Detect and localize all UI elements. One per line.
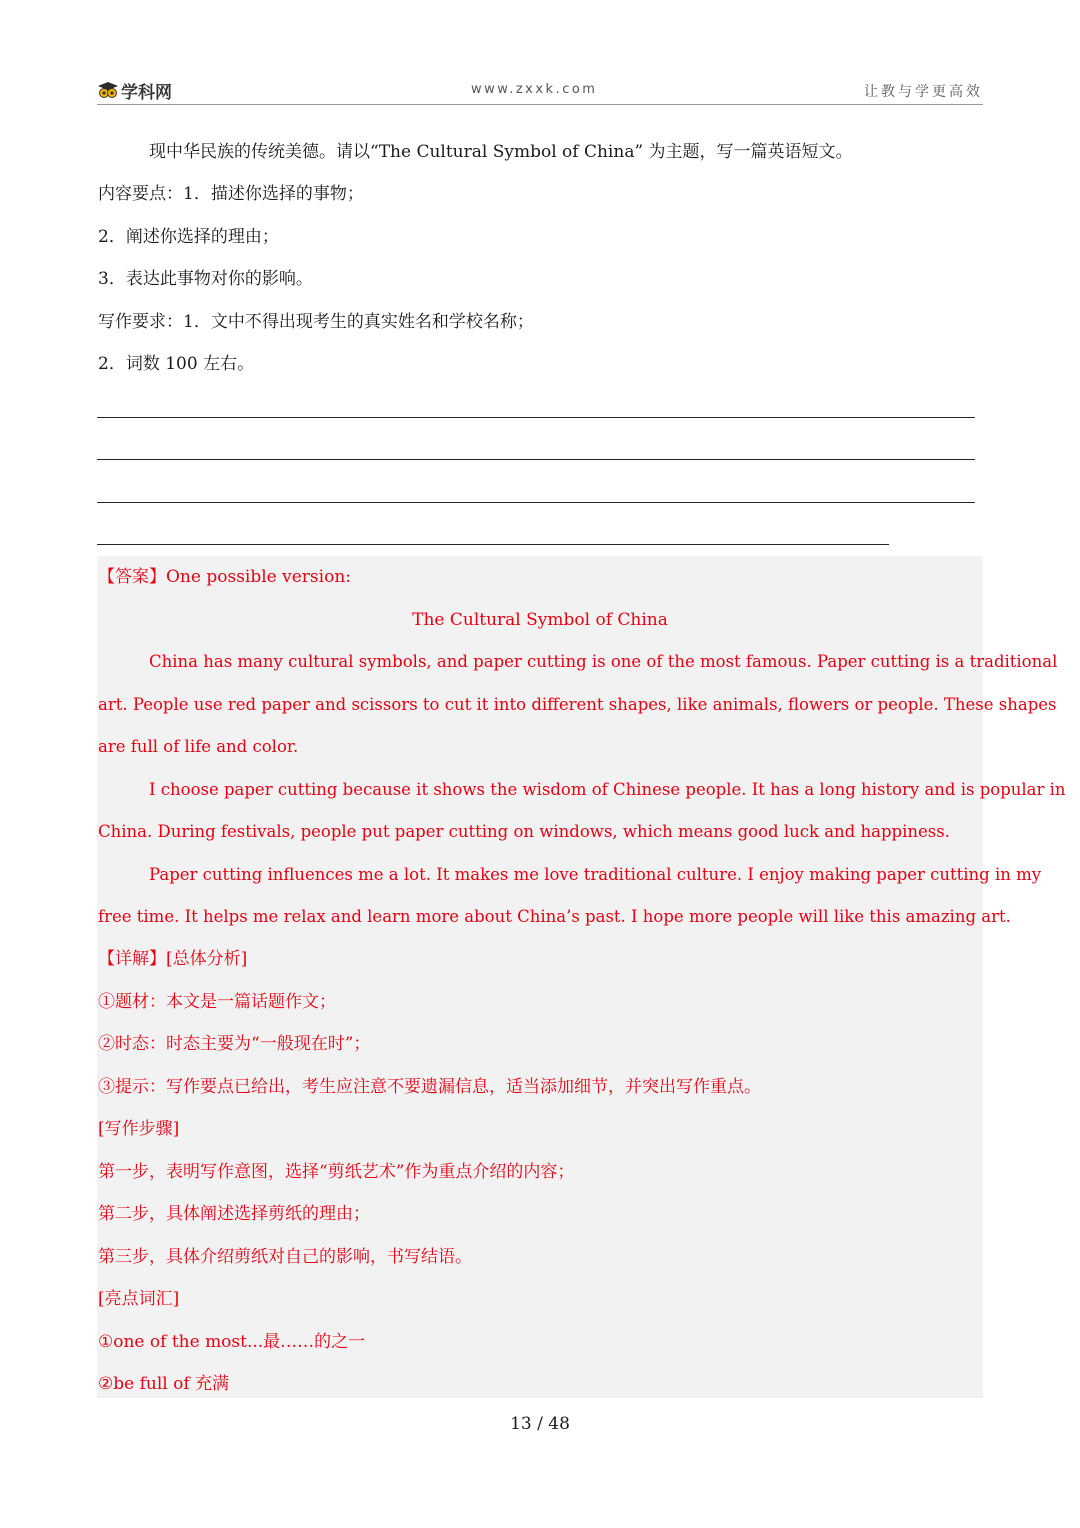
analysis-line: [写作步骤] (98, 1119, 180, 1139)
analysis-line: 第一步，表明写作意图，选择“剪纸艺术”作为重点介绍的内容； (98, 1162, 575, 1182)
header-slogan: 让教与学更高效 (864, 84, 983, 100)
question-line: 2．阐述你选择的理由； (98, 227, 279, 247)
analysis-line: [亮点词汇] (98, 1289, 180, 1309)
writing-blank-line (97, 502, 975, 503)
essay-title: The Cultural Symbol of China (412, 610, 668, 630)
analysis-line: 第三步，具体介绍剪纸对自己的影响，书写结语。 (98, 1247, 472, 1267)
writing-blank-line (97, 417, 975, 418)
answer-section (97, 556, 983, 1398)
essay-line: I choose paper cutting because it shows the wisdom of Chinese people. It has a long history and is popular in (149, 780, 1066, 799)
analysis-line: ②时态：时态主要为“一般现在时”； (98, 1034, 371, 1054)
writing-blank-line (97, 544, 889, 545)
question-line: 内容要点：1．描述你选择的事物； (98, 184, 364, 204)
page-number: 13 / 48 (510, 1414, 570, 1434)
analysis-line: ②be full of 充满 (98, 1374, 230, 1394)
site-url: www.zxxk.com (471, 82, 598, 97)
essay-line: art. People use red paper and scissors to cut it into different shapes, like animals, flowers or people. These shapes (98, 695, 1057, 714)
essay-line: China. During festivals, people put paper cutting on windows, which means good luck and happiness. (98, 822, 950, 841)
answer-label: 【答案】One possible version: (98, 567, 351, 587)
question-line: 2．词数 100 左右。 (98, 354, 255, 374)
question-line: 现中华民族的传统美德。请以“The Cultural Symbol of China” 为主题，写一篇英语短文。 (149, 142, 853, 162)
logo (97, 78, 172, 103)
writing-blank-line (97, 459, 975, 460)
analysis-line: 【详解】[总体分析] (98, 949, 248, 969)
analysis-line: ①one of the most...最……的之一 (98, 1332, 366, 1352)
analysis-line: 第二步，具体阐述选择剪纸的理由； (98, 1204, 370, 1224)
owl-logo-icon (97, 81, 119, 101)
question-line: 3．表达此事物对你的影响。 (98, 269, 313, 289)
essay-line: free time. It helps me relax and learn more about China’s past. I hope more people will like this amazing art. (98, 907, 1011, 926)
essay-line: Paper cutting influences me a lot. It makes me love traditional culture. I enjoy making paper cutting in my (149, 865, 1042, 884)
essay-line: are full of life and color. (98, 737, 299, 756)
question-line: 写作要求：1．文中不得出现考生的真实姓名和学校名称； (98, 312, 534, 332)
essay-line: China has many cultural symbols, and paper cutting is one of the most famous. Paper cutting is a traditional (149, 652, 1058, 671)
analysis-line: ③提示：写作要点已给出，考生应注意不要遗漏信息，适当添加细节，并突出写作重点。 (98, 1077, 761, 1097)
logo-text: 学科网 (121, 83, 172, 103)
analysis-line: ①题材：本文是一篇话题作文； (98, 992, 336, 1012)
page-header (97, 74, 983, 105)
